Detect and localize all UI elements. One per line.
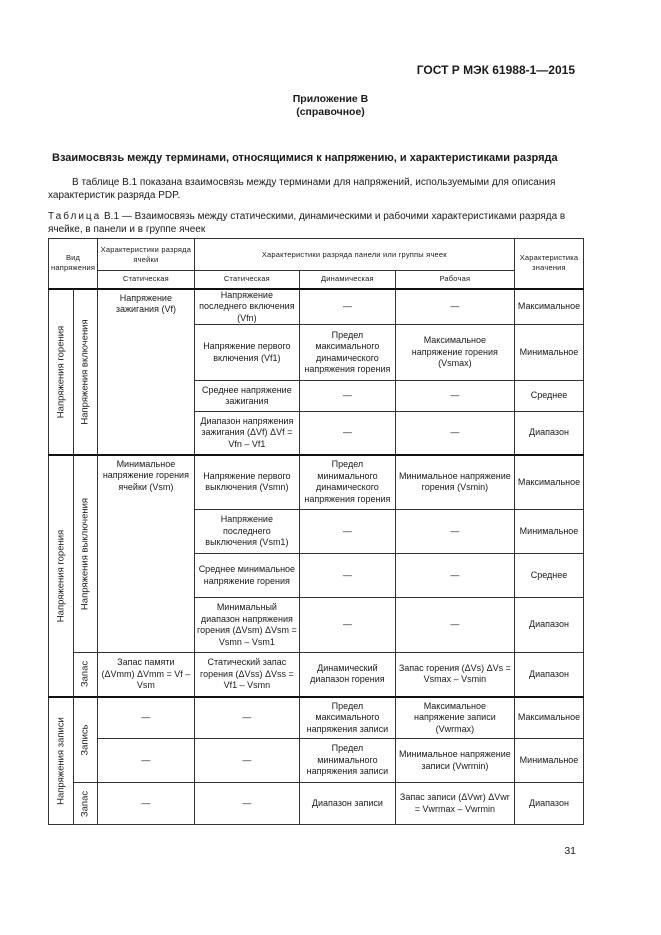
group-write: Напряжения записи bbox=[49, 697, 74, 825]
work-r1: — bbox=[395, 289, 514, 325]
voltage-table bbox=[48, 238, 584, 825]
standard-header: ГОСТ Р МЭК 61988-1—2015 bbox=[416, 63, 575, 77]
group-switch-off: Напряжения выключения bbox=[73, 455, 98, 653]
dyn-r12: Диапазон записи bbox=[300, 783, 396, 825]
group-burning-2: Напряжения горения bbox=[49, 455, 74, 697]
stat-r4: Диапазон напряжения зажигания (ΔVf) ΔVf = Vfn – Vf1 bbox=[194, 412, 299, 455]
section-title: Взаимосвязь между терминами, относящимися к напряжению, и характеристиками разряда bbox=[52, 152, 558, 164]
stat-r8: Минимальный диапазон напряжения горения (ΔVsm) ΔVsm = Vsmn – Vsm1 bbox=[194, 598, 299, 653]
dyn-r3: — bbox=[300, 381, 396, 412]
stat-r3: Среднее напряжение зажигания bbox=[194, 381, 299, 412]
dyn-r5: Предел минимального динамического напряжения горения bbox=[300, 455, 396, 510]
char-r8: Диапазон bbox=[515, 598, 584, 653]
appendix-title: Приложение В bbox=[292, 93, 369, 105]
cell-r11: — bbox=[98, 739, 195, 783]
cell-r5: Минимальное напряжение горения ячейки (Vsm) bbox=[98, 455, 195, 653]
work-r2: Максимальное напряжение горения (Vsmax) bbox=[395, 325, 514, 381]
dyn-r11: Предел минимального напряжения записи bbox=[300, 739, 396, 783]
stat-r9: Статический запас горения (ΔVss) ΔVss = Vf1 – Vsmn bbox=[194, 653, 299, 697]
group-burning-1: Напряжения горения bbox=[49, 289, 74, 455]
dyn-r7: — bbox=[300, 554, 396, 598]
work-r6: — bbox=[395, 510, 514, 554]
intro-paragraph: В таблице В.1 показана взаимосвязь между терминами для напряжений, используемыми для описания характеристик разряда PDP. bbox=[48, 177, 556, 201]
work-r5: Минимальное напряжение горения (Vsmin) bbox=[395, 455, 514, 510]
cell-r1: Напряжение зажигания (Vf) bbox=[98, 289, 195, 455]
char-r5: Максимальное bbox=[515, 455, 584, 510]
char-r3: Среднее bbox=[515, 381, 584, 412]
char-r1: Максимальное bbox=[515, 289, 584, 325]
stat-r1: Напряжение последнего включения (Vfn) bbox=[194, 289, 299, 325]
group-switch-on: Напряжения включения bbox=[73, 289, 98, 455]
cell-r10: — bbox=[98, 697, 195, 739]
work-r4: — bbox=[395, 412, 514, 455]
stat-r11: — bbox=[194, 739, 299, 783]
dyn-r8: — bbox=[300, 598, 396, 653]
header-static: Статическая bbox=[194, 271, 299, 289]
char-r2: Минимальное bbox=[515, 325, 584, 381]
stat-r5: Напряжение первого выключения (Vsmn) bbox=[194, 455, 299, 510]
group-write-sub: Запись bbox=[73, 697, 98, 783]
header-working: Рабочая bbox=[395, 271, 514, 289]
table-caption bbox=[48, 210, 585, 236]
table-row bbox=[49, 289, 584, 325]
char-r12: Диапазон bbox=[515, 783, 584, 825]
header-panel: Характеристики разряда панели или группы ячеек bbox=[194, 239, 514, 271]
table-row bbox=[49, 783, 584, 825]
table-row bbox=[49, 697, 584, 739]
dyn-r9: Динамический диапазон горения bbox=[300, 653, 396, 697]
header-dynamic: Динамическая bbox=[300, 271, 396, 289]
work-r12: Запас записи (ΔVwr) ΔVwr = Vwrmax – Vwrmin bbox=[395, 783, 514, 825]
work-r9: Запас горения (ΔVs) ΔVs = Vsmax – Vsmin bbox=[395, 653, 514, 697]
cell-r12: — bbox=[98, 783, 195, 825]
table-row bbox=[49, 455, 584, 510]
dyn-r10: Предел максимального напряжения записи bbox=[300, 697, 396, 739]
char-r9: Диапазон bbox=[515, 653, 584, 697]
stat-r6: Напряжение последнего выключения (Vsm1) bbox=[194, 510, 299, 554]
table-row bbox=[49, 653, 584, 697]
stat-r7: Среднее минимальное напряжение горения bbox=[194, 554, 299, 598]
dyn-r2: Предел максимального динамического напряжения горения bbox=[300, 325, 396, 381]
page-number: 31 bbox=[564, 845, 576, 857]
stat-r10: — bbox=[194, 697, 299, 739]
group-reserve-3: Запас bbox=[73, 783, 98, 825]
char-r7: Среднее bbox=[515, 554, 584, 598]
char-r6: Минимальное bbox=[515, 510, 584, 554]
stat-r2: Напряжение первого включения (Vf1) bbox=[194, 325, 299, 381]
work-r10: Максимальное напряжение записи (Vwrmax) bbox=[395, 697, 514, 739]
work-r3: — bbox=[395, 381, 514, 412]
dyn-r6: — bbox=[300, 510, 396, 554]
stat-r12: — bbox=[194, 783, 299, 825]
caption-label: Таблица bbox=[48, 211, 102, 222]
work-r7: — bbox=[395, 554, 514, 598]
appendix-note: (справочное) bbox=[296, 106, 365, 118]
header-char: Характеристика значения bbox=[515, 239, 584, 289]
header-vid: Вид напряжения bbox=[49, 239, 98, 289]
cell-r9: Запас памяти (ΔVmm) ΔVmm = Vf – Vsm bbox=[98, 653, 195, 697]
char-r4: Диапазон bbox=[515, 412, 584, 455]
char-r11: Минимальное bbox=[515, 739, 584, 783]
header-static-cell: Статическая bbox=[98, 271, 195, 289]
header-cell: Характеристики разряда ячейки bbox=[98, 239, 195, 271]
dyn-r1: — bbox=[300, 289, 396, 325]
work-r8: — bbox=[395, 598, 514, 653]
work-r11: Минимальное напряжение записи (Vwrmin) bbox=[395, 739, 514, 783]
char-r10: Максимальное bbox=[515, 697, 584, 739]
group-reserve-2: Запас bbox=[73, 653, 98, 697]
appendix-heading bbox=[0, 93, 661, 119]
table-row bbox=[49, 739, 584, 783]
caption-text: В.1 — Взаимосвязь между статическими, динамическими и рабочими характеристиками разряда в ячейке, в панели и в группе ячеек bbox=[48, 211, 566, 235]
dyn-r4: — bbox=[300, 412, 396, 455]
